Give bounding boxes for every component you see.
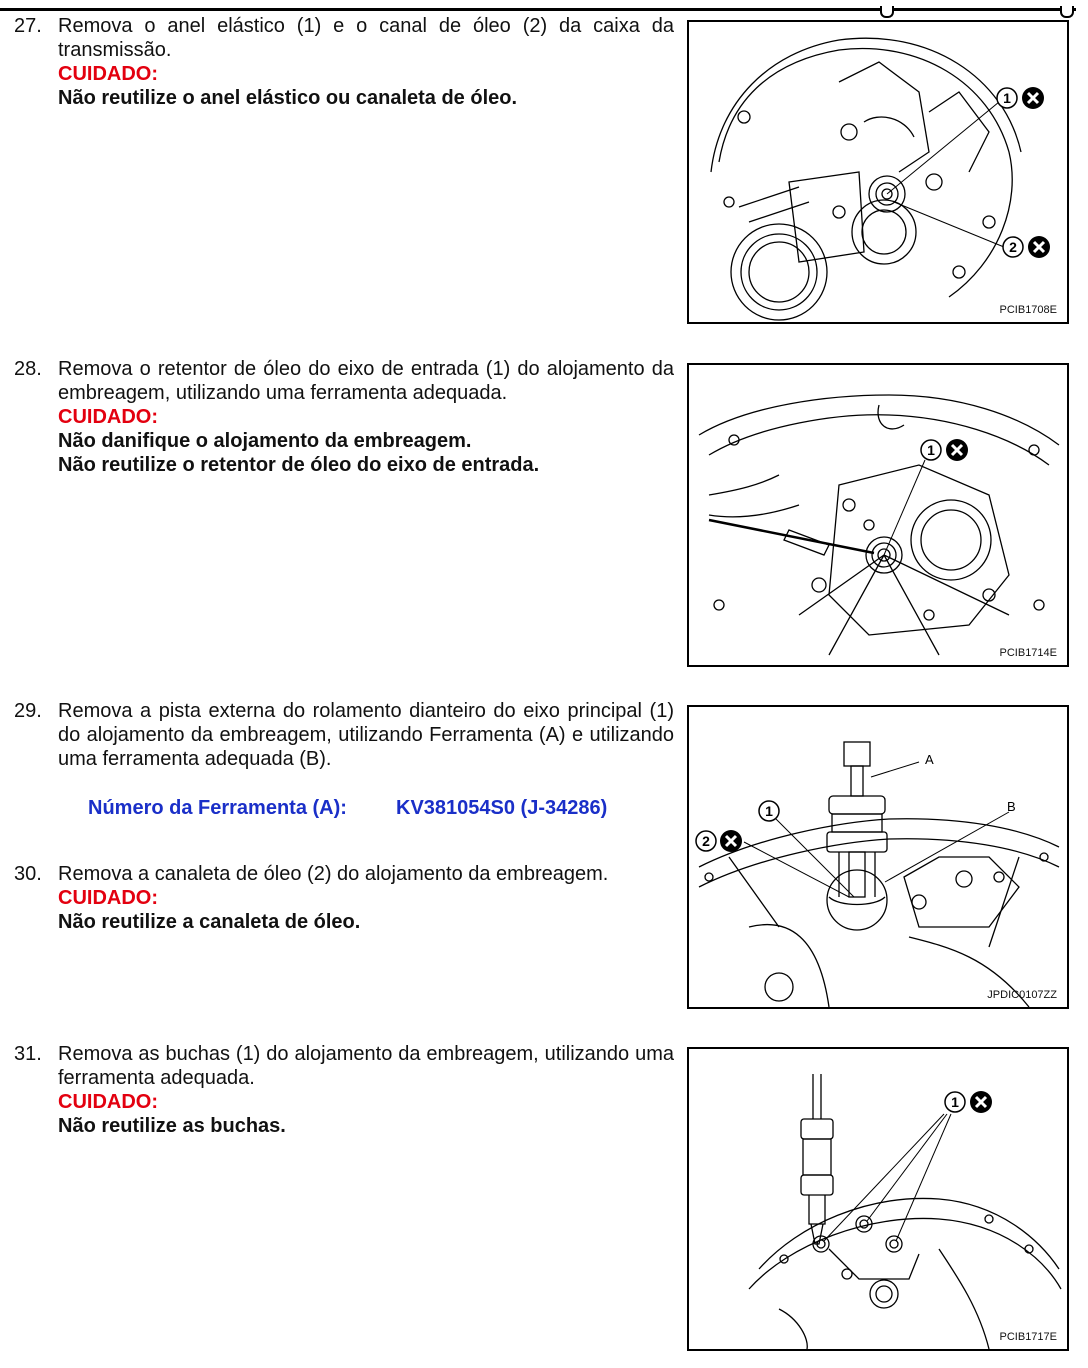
step-30: [14, 862, 674, 934]
step-text: Remova o anel elástico (1) e o canal de óleo (2) da caixa da transmissão.: [58, 15, 674, 61]
caution-label: CUIDADO:: [58, 1091, 158, 1113]
step-number: 29.: [14, 700, 42, 722]
figure-pcib1714e: [687, 363, 1069, 667]
step-27: [14, 14, 674, 110]
figure-code: PCIB1717E: [999, 1331, 1057, 1343]
callout-b: B: [1007, 799, 1016, 814]
svg-text:1: 1: [1003, 90, 1011, 106]
caution-label: CUIDADO:: [58, 887, 158, 909]
caution-note: Não reutilize as buchas.: [58, 1115, 286, 1137]
figure-drawing: [689, 22, 1067, 322]
svg-text:2: 2: [1009, 239, 1017, 255]
caution-note: Não danifique o alojamento da embreagem.: [58, 430, 472, 452]
step-number: 31.: [14, 1043, 42, 1065]
svg-text:2: 2: [702, 833, 710, 849]
step-number: 27.: [14, 15, 42, 37]
figure-code: JPDIC0107ZZ: [987, 989, 1057, 1001]
svg-text:1: 1: [927, 442, 935, 458]
caution-note: Não reutilize o retentor de óleo do eixo de entrada.: [58, 454, 540, 476]
header-rule: [0, 8, 1076, 11]
step-text: Remova as buchas (1) do alojamento da embreagem, utilizando uma ferramenta adequada.: [58, 1043, 674, 1089]
figure-pcib1708e: [687, 20, 1069, 324]
figure-pcib1717e: [687, 1047, 1069, 1351]
figure-drawing: [689, 707, 1067, 1007]
header-mark: [1060, 6, 1074, 18]
step-text: Remova a canaleta de óleo (2) do alojamento da embreagem.: [58, 863, 609, 885]
svg-text:1: 1: [951, 1094, 959, 1110]
step-text: Remova o retentor de óleo do eixo de entrada (1) do alojamento da embreagem, utilizando uma ferramenta adequada.: [58, 358, 674, 404]
figure-drawing: [689, 1049, 1067, 1349]
figure-jpdic0107zz: [687, 705, 1069, 1009]
callout-1: [759, 801, 779, 821]
header-mark: [880, 6, 894, 18]
step-31: [14, 1042, 674, 1138]
svg-text:1: 1: [765, 803, 773, 819]
callout-2: [1003, 236, 1050, 258]
figure-code: PCIB1708E: [999, 304, 1057, 316]
callout-1: [945, 1091, 992, 1113]
callout-a: A: [925, 752, 934, 767]
step-number: 30.: [14, 863, 42, 885]
tool-number: [88, 797, 607, 820]
tool-number-value: KV381054S0 (J-34286): [396, 797, 608, 819]
caution-note: Não reutilize o anel elástico ou canaleta de óleo.: [58, 87, 518, 109]
tool-number-label: Número da Ferramenta (A):: [88, 797, 347, 819]
figure-drawing: [689, 365, 1067, 665]
callout-1: [997, 87, 1044, 109]
step-number: 28.: [14, 358, 42, 380]
step-text: Remova a pista externa do rolamento dianteiro do eixo principal (1) do alojamento da embreagem, utilizando Ferramenta (A) e utilizando uma ferramenta adequada (B).: [58, 700, 674, 770]
step-28: [14, 357, 674, 477]
caution-label: CUIDADO:: [58, 406, 158, 428]
callout-2: [696, 830, 742, 852]
caution-label: CUIDADO:: [58, 63, 158, 85]
step-29: [14, 699, 674, 771]
callout-1: [921, 439, 968, 461]
caution-note: Não reutilize a canaleta de óleo.: [58, 911, 361, 933]
figure-code: PCIB1714E: [999, 647, 1057, 659]
